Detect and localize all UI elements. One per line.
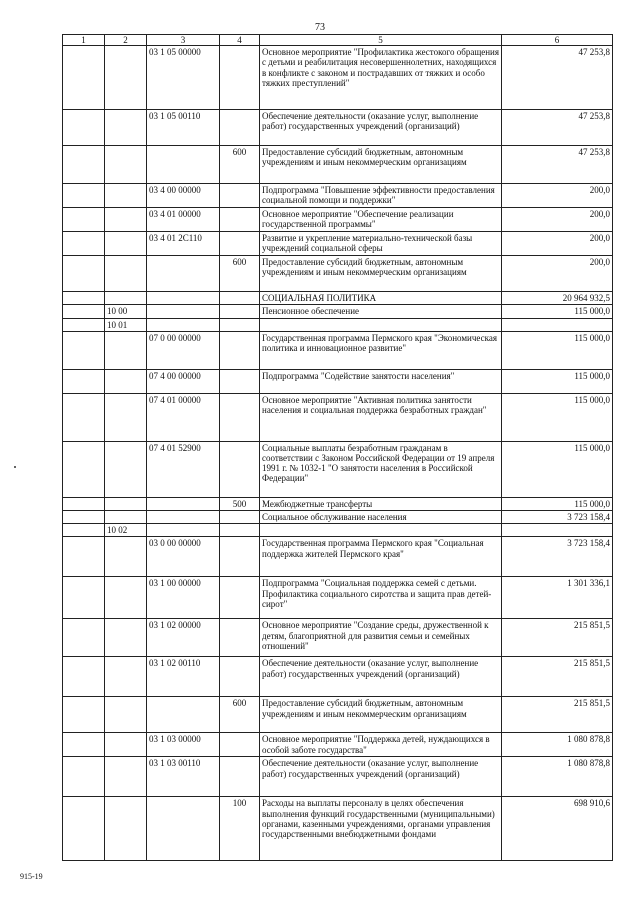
table-cell-c4 [220,232,260,256]
table-cell-c3 [147,256,220,292]
table-cell-c2 [105,537,147,577]
table-cell-c5: Основное мероприятие "Профилактика жестокого обращения с детьми и реабилитация несовершеннолетних, находящихся в конфликте с законом и пострадавших от тяжких и особо тяжких преступлений" [260,46,502,110]
table-cell-c4: 600 [220,697,260,733]
table-cell-c6: 215 851,5 [502,657,613,697]
table-row [63,757,613,797]
table-cell-c6: 1 080 878,8 [502,733,613,757]
table-cell-c4 [220,441,260,497]
table-cell-c2 [105,232,147,256]
table-cell-c5: Предоставление субсидий бюджетным, автономным учреждениям и иным некоммерческим организациям [260,256,502,292]
table-cell-c1 [63,757,105,797]
table-cell-c4 [220,305,260,318]
table-cell-c3 [147,697,220,733]
table-cell-c2 [105,146,147,184]
table-cell-c5: Обеспечение деятельности (оказание услуг, выполнение работ) государственных учреждений (организаций) [260,757,502,797]
table-row [63,733,613,757]
table-cell-c4 [220,757,260,797]
table-cell-c3: 03 4 01 00000 [147,208,220,232]
table-cell-c3 [147,797,220,861]
table-cell-c4 [220,524,260,537]
table-cell-c6: 47 253,8 [502,146,613,184]
column-header: 5 [260,35,502,46]
table-cell-c4 [220,511,260,524]
table-cell-c6: 1 080 878,8 [502,757,613,797]
table-cell-c5: Подпрограмма "Повышение эффективности предоставления социальной помощи и поддержки" [260,184,502,208]
document-code: 915-19 [20,872,43,881]
table-cell-c3: 03 1 03 00110 [147,757,220,797]
table-cell-c2: 10 00 [105,305,147,318]
table-cell-c2 [105,797,147,861]
table-cell-c5: Межбюджетные трансферты [260,497,502,510]
table-cell-c1 [63,797,105,861]
table-cell-c1 [63,305,105,318]
table-cell-c4 [220,537,260,577]
table-cell-c2 [105,256,147,292]
table-cell-c1 [63,331,105,369]
table-cell-c6: 215 851,5 [502,697,613,733]
table-cell-c3 [147,511,220,524]
table-row [63,657,613,697]
table-cell-c2 [105,369,147,393]
table-cell-c3: 07 4 01 00000 [147,393,220,441]
table-row [63,393,613,441]
table-cell-c4 [220,331,260,369]
table-cell-c4: 500 [220,497,260,510]
table-cell-c2 [105,110,147,146]
table-cell-c1 [63,146,105,184]
table-cell-c2 [105,733,147,757]
table-cell-c1 [63,393,105,441]
table-cell-c6: 47 253,8 [502,46,613,110]
table-cell-c1 [63,657,105,697]
table-row [63,232,613,256]
table-cell-c3: 07 4 00 00000 [147,369,220,393]
table-cell-c6: 115 000,0 [502,305,613,318]
table-cell-c3 [147,524,220,537]
table-cell-c5: Предоставление субсидий бюджетным, автономным учреждениям и иным некоммерческим организациям [260,697,502,733]
table-cell-c4 [220,46,260,110]
table-row [63,146,613,184]
table-cell-c1 [63,318,105,331]
table-cell-c2 [105,619,147,657]
table-row [63,369,613,393]
table-cell-c5: Развитие и укрепление материально-технической базы учреждений социальной сферы [260,232,502,256]
table-cell-c6: 115 000,0 [502,369,613,393]
table-cell-c5: Государственная программа Пермского края "Социальная поддержка жителей Пермского края" [260,537,502,577]
table-cell-c2 [105,441,147,497]
table-cell-c5: Основное мероприятие "Обеспечение реализации государственной программы" [260,208,502,232]
table-cell-c3: 07 4 01 52900 [147,441,220,497]
table-cell-c6: 115 000,0 [502,441,613,497]
table-row [63,305,613,318]
table-cell-c3 [147,497,220,510]
budget-table [62,34,613,861]
table-cell-c1 [63,524,105,537]
table-cell-c5: Основное мероприятие "Создание среды, дружественной к детям, благоприятной для развития семьи и семейных отношений" [260,619,502,657]
table-cell-c6: 20 964 932,5 [502,292,613,305]
table-cell-c3: 03 1 02 00000 [147,619,220,657]
table-cell-c1 [63,511,105,524]
table-cell-c5: Обеспечение деятельности (оказание услуг, выполнение работ) государственных учреждений (организаций) [260,110,502,146]
table-cell-c2 [105,184,147,208]
table-cell-c2 [105,757,147,797]
table-cell-c5: Социальные выплаты безработным гражданам в соответствии с Законом Российской Федерации от 19 апреля 1991 г. № 1032-1 "О занятости населения в Российской Федерации" [260,441,502,497]
table-cell-c2: 10 02 [105,524,147,537]
table-row [63,511,613,524]
table-cell-c3: 03 1 02 00110 [147,657,220,697]
table-cell-c6: 47 253,8 [502,110,613,146]
table-row [63,110,613,146]
table-row [63,577,613,619]
table-cell-c2 [105,331,147,369]
table-cell-c4: 600 [220,146,260,184]
table-cell-c4 [220,577,260,619]
table-row [63,697,613,733]
table-cell-c4 [220,393,260,441]
table-cell-c5 [260,318,502,331]
table-cell-c2 [105,697,147,733]
table-cell-c2 [105,577,147,619]
column-header: 3 [147,35,220,46]
table-cell-c1 [63,256,105,292]
table-cell-c3: 03 4 01 2С110 [147,232,220,256]
table-row [63,619,613,657]
table-cell-c4 [220,657,260,697]
table-cell-c2 [105,208,147,232]
table-cell-c3: 07 0 00 00000 [147,331,220,369]
table-cell-c6 [502,318,613,331]
table-cell-c3 [147,318,220,331]
column-number-row [63,35,613,46]
table-row [63,184,613,208]
page-number: 73 [315,22,325,33]
table-cell-c3: 03 1 05 00000 [147,46,220,110]
table-cell-c4: 600 [220,256,260,292]
table-cell-c5: Социальное обслуживание населения [260,511,502,524]
table-cell-c2 [105,46,147,110]
table-row [63,537,613,577]
table-cell-c6: 698 910,6 [502,797,613,861]
table-row [63,797,613,861]
table-cell-c1 [63,110,105,146]
table-cell-c6: 115 000,0 [502,393,613,441]
table-cell-c1 [63,292,105,305]
table-cell-c1 [63,697,105,733]
table-cell-c5: Подпрограмма "Социальная поддержка семей с детьми. Профилактика социального сиротства и защита прав детей-сирот" [260,577,502,619]
table-cell-c2: 10 01 [105,318,147,331]
table-cell-c6 [502,524,613,537]
table-cell-c3 [147,146,220,184]
table-cell-c1 [63,733,105,757]
table-cell-c6: 200,0 [502,232,613,256]
table-row [63,441,613,497]
table-cell-c1 [63,619,105,657]
table-cell-c5: Подпрограмма "Содействие занятости населения" [260,369,502,393]
table-cell-c3: 03 1 03 00000 [147,733,220,757]
table-cell-c6: 1 301 336,1 [502,577,613,619]
table-cell-c2 [105,292,147,305]
table-cell-c5: Расходы на выплаты персоналу в целях обеспечения выполнения функций государственными (муниципальными) органами, казенными учреждениями, органами управления государственными внебюджетными фондами [260,797,502,861]
table-cell-c5: Основное мероприятие "Поддержка детей, нуждающихся в особой заботе государства" [260,733,502,757]
column-header: 2 [105,35,147,46]
table-cell-c1 [63,441,105,497]
table-cell-c6: 200,0 [502,256,613,292]
table-cell-c1 [63,46,105,110]
table-cell-c5: Основное мероприятие "Активная политика занятости населения и социальная поддержка безработных граждан" [260,393,502,441]
table-cell-c1 [63,497,105,510]
table-cell-c4 [220,318,260,331]
table-row [63,46,613,110]
table-row [63,497,613,510]
table-cell-c4 [220,184,260,208]
table-cell-c6: 215 851,5 [502,619,613,657]
table-cell-c5 [260,524,502,537]
table-cell-c5: Государственная программа Пермского края "Экономическая политика и инновационное развитие" [260,331,502,369]
table-cell-c4 [220,292,260,305]
table-body [63,46,613,861]
table-cell-c3 [147,305,220,318]
table-cell-c4 [220,733,260,757]
table-cell-c1 [63,537,105,577]
table-cell-c1 [63,577,105,619]
table-row [63,524,613,537]
table-cell-c5: Обеспечение деятельности (оказание услуг, выполнение работ) государственных учреждений (организаций) [260,657,502,697]
table-cell-c5: Пенсионное обеспечение [260,305,502,318]
table-cell-c6: 115 000,0 [502,497,613,510]
table-cell-c1 [63,208,105,232]
table-cell-c1 [63,369,105,393]
table-row [63,256,613,292]
table-cell-c6: 3 723 158,4 [502,537,613,577]
table-cell-c1 [63,232,105,256]
column-header: 4 [220,35,260,46]
table-cell-c4: 100 [220,797,260,861]
table-row [63,292,613,305]
table-cell-c4 [220,619,260,657]
table-cell-c6: 115 000,0 [502,331,613,369]
table-cell-c5: СОЦИАЛЬНАЯ ПОЛИТИКА [260,292,502,305]
table-cell-c3: 03 1 05 00110 [147,110,220,146]
table-cell-c2 [105,393,147,441]
table-cell-c2 [105,511,147,524]
table-row [63,208,613,232]
table-cell-c4 [220,208,260,232]
table-row [63,318,613,331]
table-cell-c3 [147,292,220,305]
table-cell-c5: Предоставление субсидий бюджетным, автономным учреждениям и иным некоммерческим организациям [260,146,502,184]
column-header: 6 [502,35,613,46]
scan-artifact-dot [14,466,16,468]
table-cell-c3: 03 4 00 00000 [147,184,220,208]
column-header: 1 [63,35,105,46]
table-cell-c6: 200,0 [502,208,613,232]
table-cell-c3: 03 0 00 00000 [147,537,220,577]
table-cell-c3: 03 1 00 00000 [147,577,220,619]
table-cell-c2 [105,497,147,510]
table-row [63,331,613,369]
table-cell-c6: 3 723 158,4 [502,511,613,524]
table-cell-c6: 200,0 [502,184,613,208]
table-cell-c4 [220,369,260,393]
table-cell-c4 [220,110,260,146]
table-cell-c2 [105,657,147,697]
table-cell-c1 [63,184,105,208]
